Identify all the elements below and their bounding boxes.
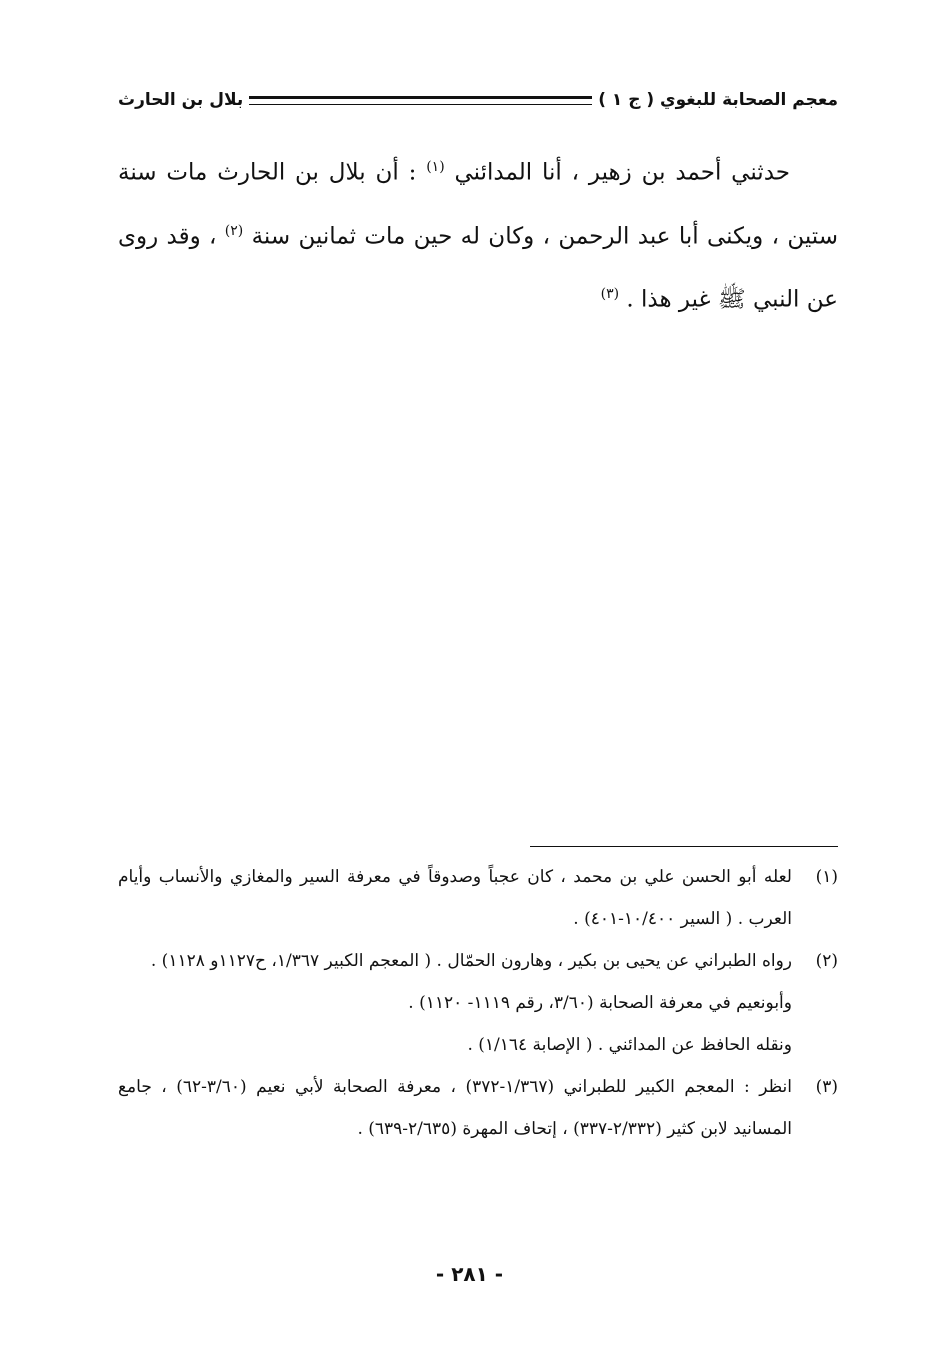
book-title: معجم الصحابة للبغوي ( ج ١ ): [598, 90, 838, 110]
main-text-part-2: : أن بلال بن الحارث مات سنة ستين ، ويكنى أبا عبد الرحمن ، وكان له حين مات ثمانين سنة: [118, 159, 839, 250]
running-header: [118, 84, 838, 116]
footnote-text: رواه الطبراني عن يحيى بن بكير ، وهارون الحمّال . ( المعجم الكبير ١/٣٦٧، ح١١٢٧و ١١٢٨) .: [150, 951, 792, 971]
header-rule: [249, 96, 592, 105]
footnote-number: (٣): [815, 1077, 838, 1097]
footnote-text: انظر : المعجم الكبير للطبراني (١/٣٦٧-٣٧٢) ، معرفة الصحابة لأبي نعيم (٣/٦٠-٦٢) ، جامع المسانيد لابن كثير (٢/٣٣٢-٣٣٧) ، إتحاف المهرة (٢/٦٣٥-٦٣٩) .: [118, 1077, 792, 1139]
main-text-part-1: حدثني أحمد بن زهير ، أنا المدائني: [454, 159, 790, 186]
page-number: - ٢٨١ -: [435, 1262, 504, 1286]
footnote-ref-3: (٣): [600, 286, 620, 303]
footnote-text: لعله أبو الحسن علي بن محمد ، كان عجباً وصدوقاً في معرفة السير والمغازي والأنساب وأيام العرب . ( السير ١٠/٤٠٠-٤٠١) .: [118, 867, 792, 929]
footnote-number: (١): [815, 867, 838, 887]
main-text: [118, 138, 838, 329]
main-paragraph: [118, 138, 838, 329]
entry-title: بلال بن الحارث: [118, 90, 244, 110]
footnote-text: ونقله الحافظ عن المدائني . ( الإصابة ١/١٦٤) .: [467, 1035, 792, 1055]
footnote-ref-2: (٢): [224, 222, 244, 239]
footnote-text: وأبونعيم في معرفة الصحابة (٣/٦٠، رقم ١١١٩- ١١٢٠) .: [408, 993, 792, 1013]
footnote-ref-1: (١): [426, 159, 445, 175]
footnote-2: [118, 940, 838, 1066]
main-text-part-3: ، وقد روى عن النبي ﷺ غير هذا .: [118, 223, 838, 313]
footnote-number: (٢): [815, 951, 838, 971]
footnote-3: [118, 1066, 838, 1150]
footnote-1: [118, 856, 838, 940]
footnote-separator: [530, 846, 838, 847]
footnotes: [118, 856, 838, 1150]
